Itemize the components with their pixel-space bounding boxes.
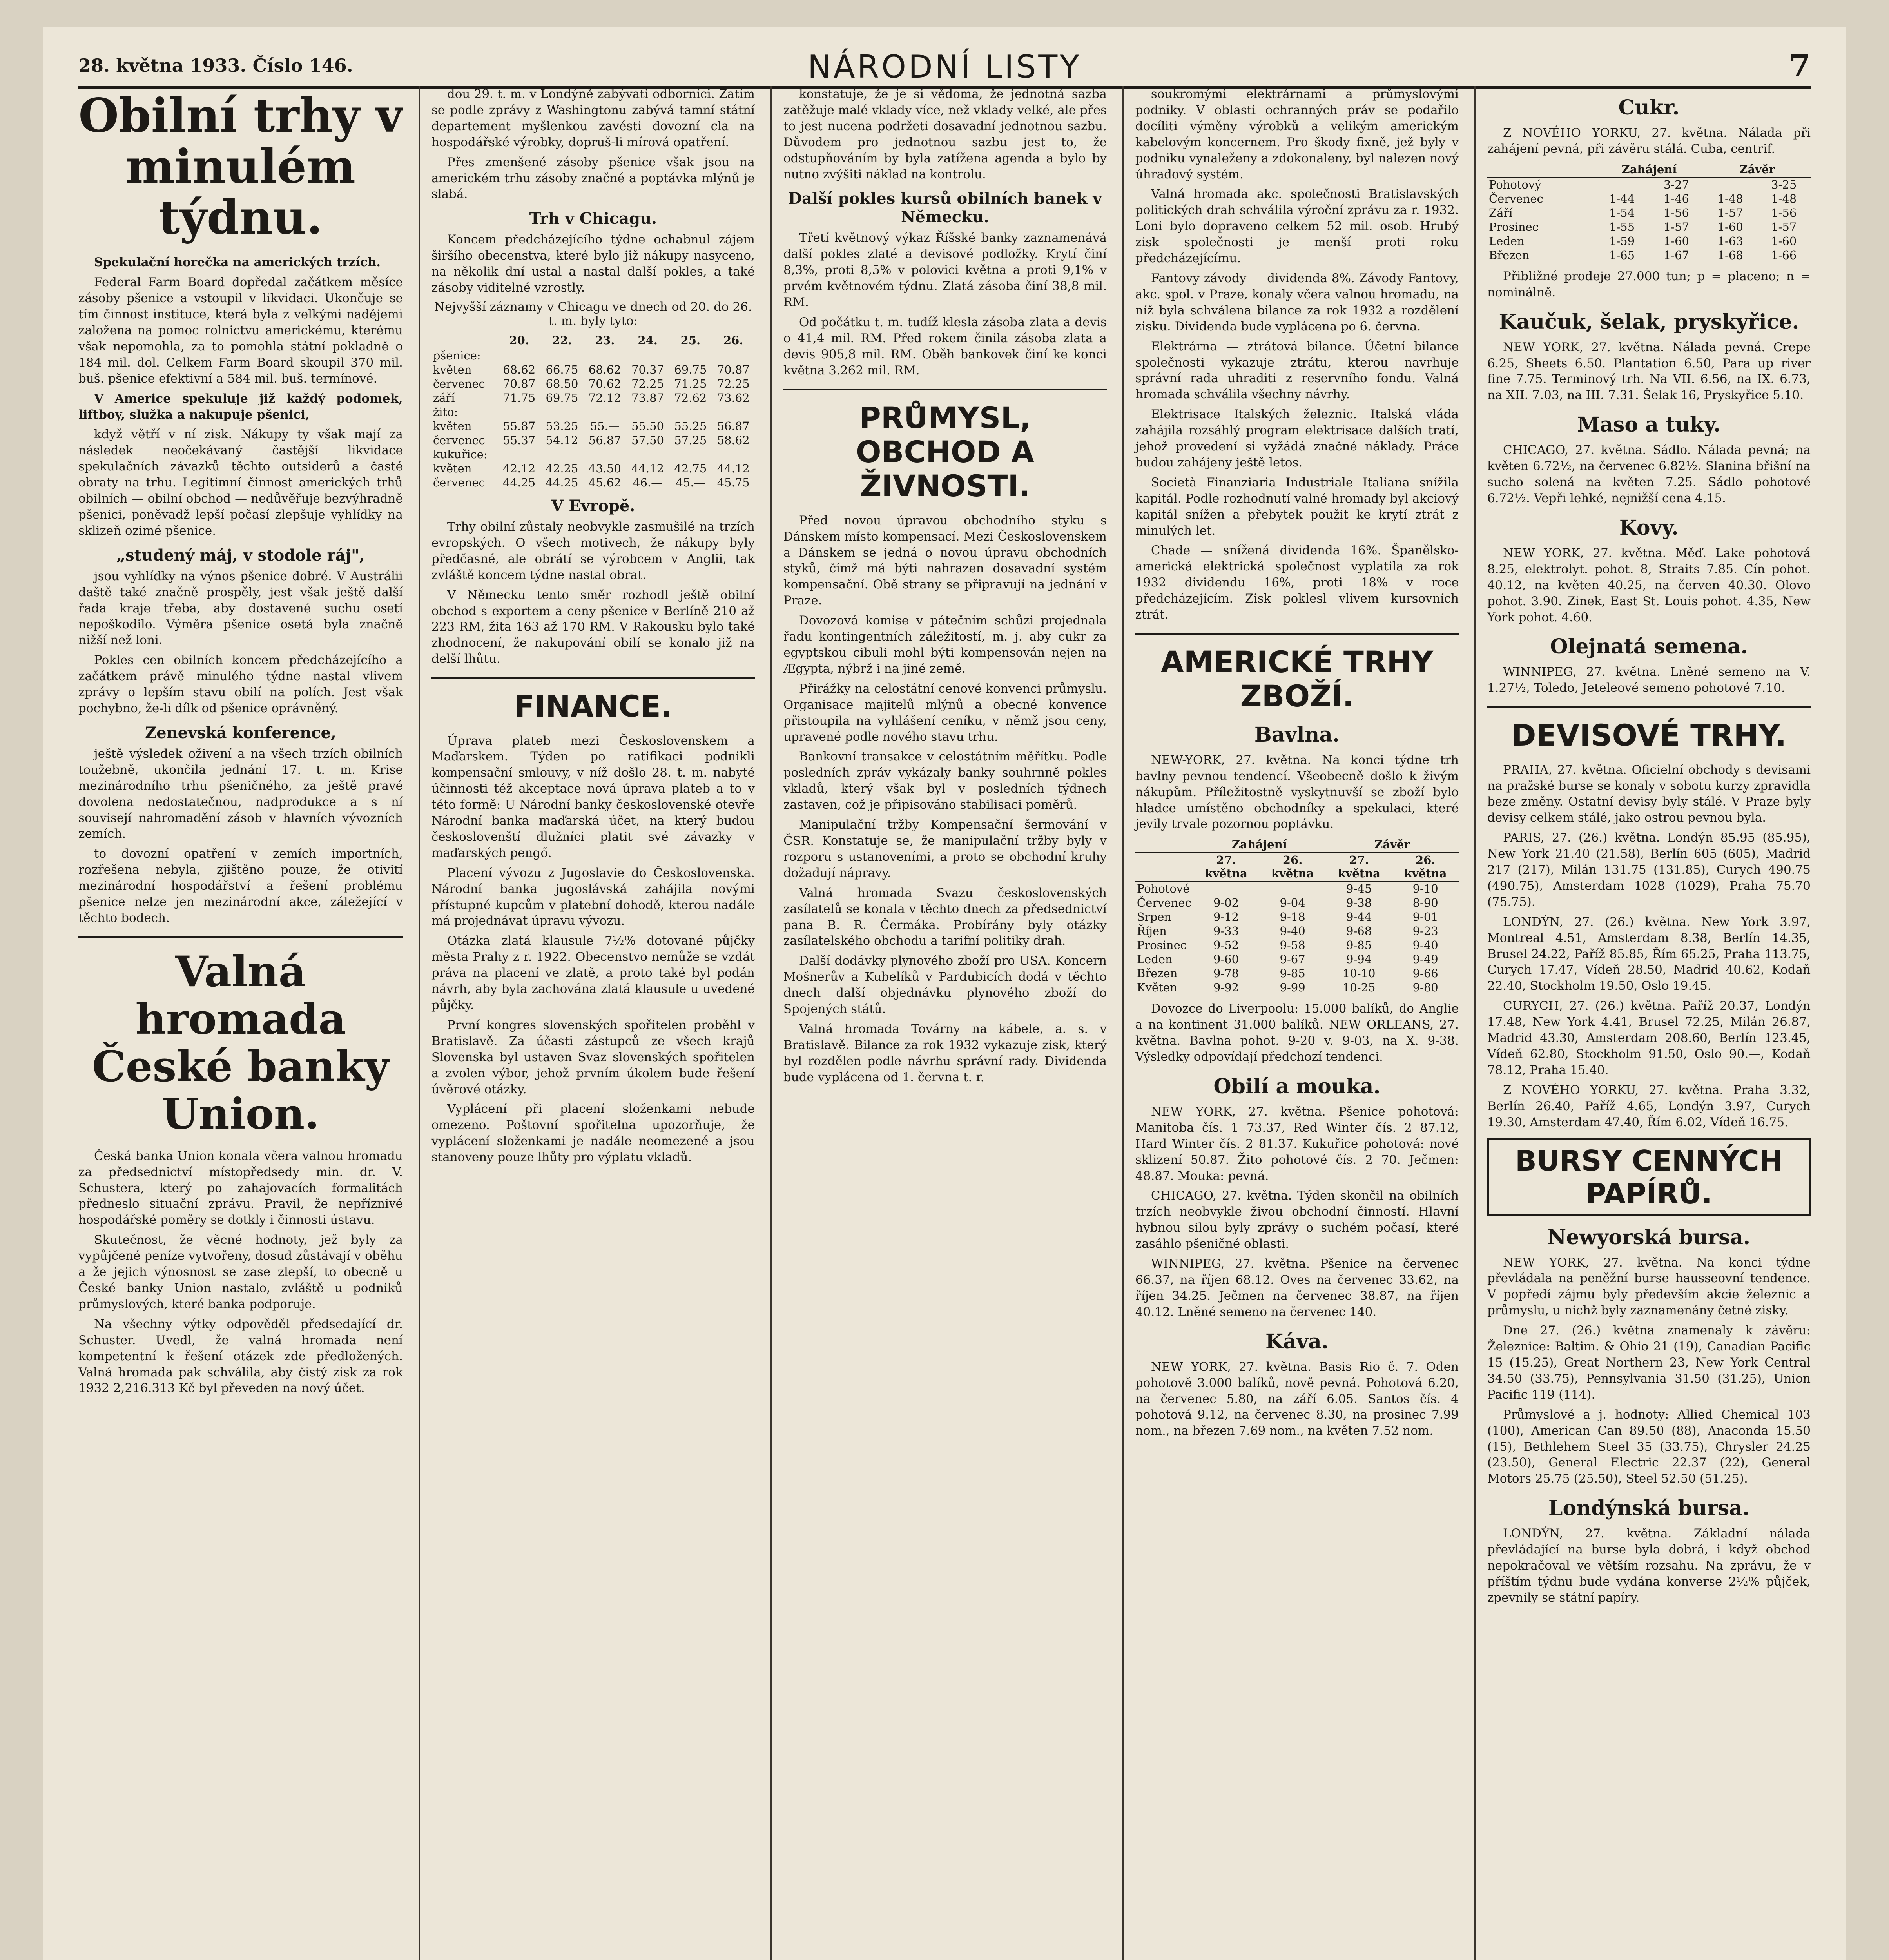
article-paragraph: dou 29. t. m. v Londýně zabývati odborníci. Zatím se podle zprávy z Washingtonu zabývá tamní státní departement myšlenkou zavésti dovozní cla na hospodářské výrobky, dopruš-li mírová opatření.: [431, 87, 755, 149]
coffee-subhead: Káva.: [1265, 1329, 1329, 1354]
divider: [1487, 706, 1811, 708]
newspaper-title: NÁRODNÍ LISTY: [807, 49, 1082, 85]
table-cell: 9-12: [1213, 910, 1239, 924]
europe-subhead: V Evropě.: [551, 496, 635, 515]
masthead: [78, 43, 1811, 89]
table-cell: 9-66: [1412, 967, 1438, 980]
table-header: 27. května: [1326, 852, 1392, 881]
article-paragraph: V Německu tento směr rozhodl ještě obilní obchod s exportem a ceny pšenice v Berlíně 210 až 223 RM, žita 163 až 170 RM. V Rakousku bylo také zhodnocení, že nakupování obilí se konalo již na delší lhůtu.: [431, 588, 755, 666]
table-cell: 1-66: [1771, 248, 1797, 262]
cotton-table: [1135, 837, 1459, 995]
table-cell: 55.87: [503, 419, 536, 433]
table-row: [1487, 206, 1811, 220]
article-paragraph: Úprava plateb mezi Československem a Maďarskem. Týden po ratifikaci podnikli kompensační smlouvy, v níž došlo 28. t. m. nabyté účinnosti též akceptace nová úprava plateb a to v této formě: U Národní banky československé otevře Národní banka maďarská účet, na který budou českoslovenští dlužníci platit své závazky v maďarských pengő.: [431, 733, 755, 860]
table-header: Závěr: [1326, 837, 1459, 852]
article-paragraph: jsou vyhlídky na výnos pšenice dobré. V Austrálii daště také značně prospěly, jest však ještě další řada kraje třeba, aby dostavené suchu osetí nepoškodilo. Výměra pšenice osetá byla značně nižší než loni.: [78, 569, 403, 648]
table-cell: 1-48: [1717, 192, 1743, 205]
table-cell: květen: [433, 363, 472, 376]
table-cell: 9-58: [1280, 938, 1305, 952]
table-row: [431, 419, 755, 433]
table-cell: 9-52: [1213, 938, 1239, 952]
table-cell: 1-60: [1663, 234, 1689, 248]
table-header-row: [431, 333, 755, 348]
table-cell: 70.37: [631, 363, 664, 376]
table-cell: 55.37: [503, 433, 536, 447]
sugar-subhead: Cukr.: [1618, 96, 1680, 120]
article-paragraph: PRAHA, 27. května. Oficielní obchody s devisami na pražské burse se konaly v sobotu kurzy zpravidla beze změny. Ostatní devisy byly stálé. V Praze byly devisy celkem stálé, jako ostrou pevnou byla.: [1487, 762, 1811, 825]
article-paragraph: Pokles cen obilních koncem předcházejícího a začátkem právě minulého týdne nastal vlivem zprávy o lepším stavu obilí na polích. Jest však pochybno, že-li dílk od pšenice oprávněný.: [78, 653, 403, 716]
table-cell: 70.62: [588, 377, 621, 390]
table-cell: červenec: [433, 377, 485, 390]
table-cell: 45.—: [676, 475, 705, 489]
table-cell: 45.75: [717, 475, 750, 489]
article-paragraph: Průmyslové a j. hodnoty: Allied Chemical 103 (100), American Can 89.50 (88), Anaconda 15.50 (15), Bethlehem Steel 35 (33.75), Chrysler 24.25 (23.50), General Electric 22.37 (22), General Motors 25.75 (25.50), Steel 52.50 (51.25).: [1487, 1407, 1811, 1486]
table-cell: [1704, 177, 1757, 192]
table-cell: 9-44: [1346, 910, 1372, 924]
table-cell: 1-56: [1771, 206, 1797, 220]
table-cell: 9-40: [1280, 924, 1305, 938]
table-header-row: [1487, 162, 1811, 177]
article-paragraph: NEW YORK, 27. května. Basis Rio č. 7. Oden pohotově 3.000 balíků, nově pevná. Pohotová 6.20, na červenec 5.80, na září 6.05. Santos čís. 4 pohotová 9.12, na červenec 8.30, na prosinec 7.99 nom., na březen 7.69 nom., na květen 7.52 nom.: [1135, 1359, 1459, 1438]
issue-date: 28. května 1933. Číslo 146.: [78, 55, 353, 76]
column-2: [419, 86, 755, 1960]
table-row: [431, 461, 755, 475]
article-paragraph: Od počátku t. m. tudíž klesla zásoba zlata a devis o 41,4 mil. RM. Před rokem činila zásoba zlata a devis 905,8 mil. RM. Oběh bankovek činí ke konci května 3.262 mil. RM.: [783, 315, 1107, 377]
table-cell: Březen: [1137, 967, 1178, 980]
article-paragraph: Dovozová komise v pátečním schůzi projednala řadu kontingentních záležitostí, m. j. aby cukr za egyptskou cibuli mohl býti kompensován nejen na Ægypta, nýbrž i na jiné země.: [783, 613, 1107, 676]
article-paragraph: Fantovy závody — dividenda 8%. Závody Fantovy, akc. spol. v Praze, konaly včera valnou hromadu, na níž byla schválena bilance za rok 1932 a rozdělení zisku. Dividenda bude vyplácena po 6. června.: [1135, 271, 1459, 334]
table-header: [1135, 852, 1193, 881]
article-paragraph: Manipulační tržby Kompensační šermování v ČSR. Konstatuje se, že manipulační tržby byly v rozporu s ustanoveními, a proto se obchodní kruhy dožadují nápravy.: [783, 818, 1107, 880]
table-cell: 55.50: [631, 419, 664, 433]
table-section-row: [431, 405, 755, 419]
article-paragraph: Na všechny výtky odpověděl předsedající dr. Schuster. Uvedl, že valná hromada není kompetentní k řešení otázek zde předložených. Valná hromada pak schválila, aby čistý zisk za rok 1932 2,216.313 Kč byl převeden na nový účet.: [78, 1317, 403, 1396]
london-exchange-subhead: Londýnská bursa.: [1548, 1496, 1750, 1521]
table-cell: 9-80: [1412, 981, 1438, 995]
table-cell: 42.12: [503, 461, 536, 475]
american-markets-head: AMERICKÉ TRHY ZBOŽÍ.: [1160, 644, 1434, 714]
column-3: [770, 86, 1107, 1960]
table-cell: [1193, 881, 1260, 896]
article-paragraph: Před novou úpravou obchodního styku s Dánskem místo kompensací. Mezi Československem a Dánskem se jedná o novou úpravu obchodních styků, čímž má býti nahrazen dosavadní systém kompensační. Obě strany se připravují na jednání v Praze.: [783, 513, 1107, 608]
table-cell: 9-85: [1280, 967, 1305, 980]
newspaper-page: [43, 27, 1846, 1960]
table-cell: 43.50: [588, 461, 621, 475]
article-paragraph: CURYCH, 27. (26.) května. Paříž 20.37, Londýn 17.48, New York 4.41, Brusel 72.25, Milán 26.87, Madrid 43.30, Amsterdam 208.60, Berlín 123.45, Vídeň 62.80, Stockholm 91.50, Oslo 90.—, Kodaň 78.12, Praha 15.40.: [1487, 999, 1811, 1077]
table-cell: květen: [433, 419, 472, 433]
column-1: [78, 86, 403, 1960]
table-header: 26. května: [1259, 852, 1326, 881]
article-paragraph: Valná hromada Svazu československých zasílatelů se konala v těchto dnech za předsednictví pana B. R. Čermáka. Probírány byly otázky zasílatelského obchodu a tarifní politiky drah.: [783, 886, 1107, 948]
article-paragraph: to dovozní opatření v zemích importních, rozřešena nebyla, zjištěno pouze, že otivití mezinárodní hospodářství a řešení problému pšenice nelze jen mezinárodní akce, záležející v těchto bodech.: [78, 847, 403, 926]
table-cell: 9-18: [1280, 910, 1305, 924]
table-row: [431, 475, 755, 490]
article-paragraph: Società Finanziaria Industriale Italiana snížila kapitál. Podle rozhodnutí valné hromady byl akciový kapitál snížen a přebytek použit ke krytí ztrát z minulých let.: [1135, 475, 1459, 538]
article-paragraph: CHICAGO, 27. května. Sádlo. Nálada pevná; na květen 6.72½, na červenec 6.82½. Slanina břišní na sucho solená na květen 7.25. Sádlo pohotové 6.72½. Vepři lehké, nejnižší cena 4.15.: [1487, 443, 1811, 505]
divider: [1135, 633, 1459, 635]
table-cell: 72.25: [631, 377, 664, 390]
article-paragraph: NEW YORK, 27. května. Pšenice pohotová: Manitoba čís. 1 73.37, Red Winter čís. 2 87.12, Hard Winter čís. 2 81.37. Kukuřice pohotová: nové sklizení 50.87. Žito pohotové čís. 2 70. Ječmen: 48.87. Mouka: pevná.: [1135, 1104, 1459, 1183]
table-row: [1487, 248, 1811, 262]
table-cell: 66.75: [546, 363, 578, 376]
table-section-row: [431, 348, 755, 363]
article-paragraph: Federal Farm Board dopředal začátkem měsíce zásoby pšenice a vstoupil v likvidaci. Ukončuje se tím činnost instituce, která byla z velkými nadějemi založena na pomoc rolnictvu americkému, kterému však nepomohla, za to pomohla státní pokladně o 184 mil. dol. Celkem Farm Board skoupil 370 mil. buš. pšenice efektivní a 584 mil. buš. termínové.: [78, 275, 403, 386]
article-paragraph: CHICAGO, 27. května. Týden skončil na obilních trzích neobvykle živou obchodní činností. Hlavní hybnou silou byly zprávy o suchém počasí, které zasáhlo pšeničné oblasti.: [1135, 1189, 1459, 1251]
table-cell: 54.12: [546, 433, 578, 447]
table-cell: 9-68: [1346, 924, 1372, 938]
table-cell: 9-78: [1213, 967, 1239, 980]
grain-markets-headline: Obilní trhy v minulém týdnu.: [78, 88, 403, 245]
table-cell: 46.—: [633, 475, 663, 489]
table-cell: 9-10: [1412, 882, 1438, 896]
table-cell: červenec: [433, 475, 485, 489]
table-cell: 1-59: [1609, 234, 1635, 248]
page-number: 7: [1789, 47, 1811, 84]
table-cell: [1595, 177, 1649, 192]
table-header-row: [1135, 837, 1459, 852]
table-cell: [1259, 881, 1326, 896]
table-cell: Leden: [1488, 234, 1525, 248]
table-row: [431, 391, 755, 405]
meat-subhead: Maso a tuky.: [1577, 413, 1721, 437]
table-header: 23.: [584, 333, 626, 348]
table-cell: 56.87: [717, 419, 750, 433]
table-cell: 3-27: [1663, 178, 1689, 191]
table-cell: 9-40: [1412, 938, 1438, 952]
table-cell: Březen: [1488, 248, 1530, 262]
table-header: 22.: [540, 333, 583, 348]
article-paragraph: Bankovní transakce v celostátním měřítku. Podle posledních zpráv vykázaly banky souhrnně pokles vkladů, který však byl v posledních týdnech zastaven, což je připisováno stabilisaci poměrů.: [783, 750, 1107, 812]
table-cell: 57.50: [631, 433, 664, 447]
article-paragraph: Trhy obilní zůstaly neobvykle zasmušilé na trzích evropských. O všech motivech, že nákupy byly předčasné, ale obrátí se výrobcem v Anglii, tak zvláště koncem týdne nastal obrat.: [431, 519, 755, 582]
table-cell: 44.25: [503, 475, 536, 489]
table-row: [431, 377, 755, 391]
metals-subhead: Kovy.: [1619, 515, 1679, 540]
article-paragraph: WINNIPEG, 27. května. Pšenice na červenec 66.37, na říjen 68.12. Oves na červenec 33.62, na říjen 34.25. Ječmen na červenec 38.87, na říjen 40.12. Lněné semeno na červenec 140.: [1135, 1257, 1459, 1319]
table-cell: 42.25: [546, 461, 578, 475]
grain-subhead: Obilí a mouka.: [1213, 1074, 1381, 1098]
table-cell: 9-67: [1280, 953, 1305, 966]
table-cell: 1-57: [1663, 220, 1689, 234]
columns: [78, 86, 1811, 1960]
table-row: [1487, 192, 1811, 206]
table-header: 26. května: [1392, 852, 1459, 881]
article-paragraph: Z NOVÉHO YORKU, 27. května. Nálada při zahájení pevná, při závěru stálá. Cuba, centrif.: [1487, 126, 1811, 156]
table-cell: 55.—: [590, 419, 620, 433]
table-cell: 57.25: [674, 433, 707, 447]
table-cell: 3-25: [1771, 178, 1797, 191]
table-cell: 1-63: [1717, 234, 1743, 248]
table-cell: červenec: [433, 433, 485, 447]
article-paragraph: Skutečnost, že věcné hodnoty, jež byly za vypůjčené peníze vytvořeny, dosud zůstávají v oběhu a že jejich výnosnost se zase zlepší, to obecně u České banky Union nastalo, zvláště u podniků průmyslových, které banka podporuje.: [78, 1233, 403, 1311]
table-cell: 56.87: [588, 433, 621, 447]
article-paragraph: NEW YORK, 27. května. Na konci týdne převládala na peněžní burse hausseovní tendence. V popředí zájmu byly především akcie železnic a průmyslu, u nichž byly zaznamenány četné zisky.: [1487, 1255, 1811, 1318]
lead-bold: V Americe spekuluje již každý podomek, liftboy, služka a nakupuje pšenici,: [78, 391, 403, 422]
table-row: [1135, 881, 1459, 896]
article-paragraph: Česká banka Union konala včera valnou hromadu za předsednictví místopředsedy min. dr. V. Schustera, který po zahajovacích formalitách předneslo situační zprávu. Pravil, že nepříznivé hospodářské poměry se dotkly i činnosti ústavu.: [78, 1149, 403, 1227]
stock-section-head: BURSY CENNÝCH PAPÍRŮ.: [1487, 1138, 1811, 1216]
oilseed-subhead: Olejnatá semena.: [1550, 635, 1748, 659]
table-row: [431, 363, 755, 377]
table-cell: 9-04: [1280, 896, 1305, 910]
table-cell: květen: [433, 461, 472, 475]
table-cell: Leden: [1137, 953, 1173, 966]
table-cell: 44.25: [546, 475, 578, 489]
table-cell: 9-38: [1346, 896, 1372, 910]
table-cell: 1-57: [1771, 220, 1797, 234]
article-paragraph: První kongres slovenských spořitelen proběhl v Bratislavě. Za účasti zástupců ze všech krajů Slovenska byl ustaven Svaz slovenských spořitelen a zvolen výbor, jehož prvním úkolem bude řešení úvěrové otázky.: [431, 1018, 755, 1096]
table-cell: 9-01: [1412, 910, 1438, 924]
table-caption: Nejvyšší záznamy v Chicagu ve dnech od 20. do 26. t. m. byly tyto:: [434, 299, 752, 328]
article-paragraph: ještě výsledek oživení a na všech trzích obilních toužebně, ukončila jednání 17. t. m. Krise mezinárodního trhu pšeničného, za ještě pravé dovolena nedostatečnou, nadprodukce a s ní souvisejí nahromadění zásob v hlavních vývozních zemích.: [78, 746, 403, 841]
article-paragraph: WINNIPEG, 27. května. Lněné semeno na V. 1.27½, Toledo, Jeteleové semeno pohotové 7.10.: [1487, 665, 1811, 695]
table-cell: 1-46: [1663, 192, 1689, 205]
article-paragraph: NEW YORK, 27. května. Měď. Lake pohotová 8.25, elektrolyt. pohot. 8, Straits 7.85. Cín pohot. 40.12, na květen 40.25, na červen 40.30. Olovo pohot. 3.90. Zinek, East St. Louis pohot. 4.35, New York pohot. 4.60.: [1487, 546, 1811, 624]
divider: [78, 936, 403, 938]
table-section-label: pšenice:: [433, 348, 481, 362]
table-cell: 73.62: [717, 391, 750, 405]
table-cell: 1-60: [1771, 234, 1797, 248]
table-cell: 1-65: [1609, 248, 1635, 262]
table-cell: 1-57: [1717, 206, 1743, 220]
article-paragraph: Koncem předcházejícího týdne ochabnul zájem širšího obecenstva, které bylo již nákupy nasyceno, na několik dní ustal a nastal další pokles, a také zásoby viditelné vzrostly.: [431, 232, 755, 295]
table-section-label: kukuřice:: [433, 447, 488, 461]
table-cell: 10-25: [1342, 981, 1376, 995]
table-header-row: [1135, 852, 1459, 881]
article-paragraph: Z NOVÉHO YORKU, 27. května. Praha 3.32, Berlín 26.40, Paříž 4.65, Londýn 3.97, Curych 19.30, Amsterdam 47.40, Řím 6.02, Vídeň 16.75.: [1487, 1083, 1811, 1129]
article-paragraph: Dovozce do Liverpoolu: 15.000 balíků, do Anglie a na kontinent 31.000 balíků. NEW ORLEANS, 27. května. Bavlna pohot. 9-20 v. 9-03, na X. 9-38. Výsledky odpovídají předchozí tendenci.: [1135, 1002, 1459, 1064]
article-paragraph: PARIS, 27. (26.) května. Londýn 85.95 (85.95), New York 21.40 (21.58), Berlín 605 (605), Madrid 217 (217), Milán 131.75 (131.85), Curych 490.75 (490.75), Amsterdam 1028 (1029), Praha 75.70 (75.75).: [1487, 831, 1811, 909]
table-section-label: žito:: [433, 405, 458, 419]
table-cell: 9-94: [1346, 953, 1372, 966]
table-cell: 1-68: [1717, 248, 1743, 262]
article-paragraph: Placení vývozu z Jugoslavie do Československa. Národní banka jugoslávská zahájila novými přístupné kupcům v platební dohodě, kterou nadále má projednávat úpravu vývozu.: [431, 866, 755, 928]
table-row: [1487, 177, 1811, 192]
table-row: [1135, 952, 1459, 966]
table-cell: Červenec: [1488, 192, 1543, 205]
table-cell: 68.62: [503, 363, 536, 376]
table-cell: 10-10: [1342, 967, 1376, 980]
column-5: [1474, 86, 1811, 1960]
table-cell: 72.25: [717, 377, 750, 390]
article-paragraph: když větří v ní zisk. Nákupy ty však mají za následek neočekávaný častější likvidace spekulačních závazků těchto outsiderů a časté obraty na trhu. Legitimní činnost amerických trhů obilních — obilní obchod — nedůvěřuje bezvýhradně pšenici, poněvadž lepší počasí zlepšuje vyhlídky na sklizeň ozimé pšenice.: [78, 427, 403, 538]
article-paragraph: Chade — snížená dividenda 16%. Španělsko-americká elektrická společnost vyplatila za rok 1932 dividendu 16%, proti 18% v roce předcházejícím. Zisk poklesl vlivem kursovních ztrát.: [1135, 543, 1459, 622]
table-cell: 73.87: [631, 391, 664, 405]
article-paragraph: Valná hromada Továrny na kábele, a. s. v Bratislavě. Bilance za rok 1932 vykazuje zisk, který byl rozdělen podle návrhu správní rady. Dividenda bude vyplácena od 1. června t. r.: [783, 1022, 1107, 1084]
table-cell: 9-92: [1213, 981, 1239, 995]
article-paragraph: Otázka zlatá klausule 7½% dotované půjčky města Prahy z r. 1922. Obecenstvo nemůže se vzdát práva na placení ve zlatě, a proto také byl podán návrh, aby byla zachována zlatá klausule u uvedené půjčky.: [431, 934, 755, 1013]
table-cell: 71.25: [674, 377, 707, 390]
table-cell: 71.75: [503, 391, 536, 405]
article-paragraph: Přes zmenšené zásoby pšenice však jsou na americkém trhu zásoby značné a poptávka mlýnů je slabá.: [431, 155, 755, 201]
table-cell: 1-60: [1717, 220, 1743, 234]
table-header: Zahájení: [1595, 162, 1704, 177]
article-paragraph: Třetí květnový výkaz Říšské banky zaznamenává další pokles zlaté a devisové podložky. Krytí činí 8,3%, proti 8,5% v polovici května a proti 9,1% v prvém květnovém týdnu. Zlatá zásoba činí 38,8 mil. RM.: [783, 231, 1107, 310]
industry-section-head: PRŮMYSL, OBCHOD A ŽIVNOSTI.: [856, 400, 1034, 504]
conference-subhead: Zenevská konference,: [145, 723, 336, 742]
table-cell: 1-55: [1609, 220, 1635, 234]
table-cell: 72.12: [588, 391, 621, 405]
table-row: [1135, 966, 1459, 980]
table-cell: Říjen: [1137, 924, 1167, 938]
table-header: 20.: [498, 333, 540, 348]
table-cell: 9-23: [1412, 924, 1438, 938]
article-paragraph: Přirážky na celostátní cenové konvenci průmyslu. Organisace majitelů mlýnů a obecné konvence přistoupila na vyhlášení ceníku, v němž jsou ceny, upravené podle nového stavu trhu.: [783, 681, 1107, 744]
table-row: [1135, 980, 1459, 995]
table-note: Přibližné prodeje 27.000 tun; p = placeno; n = nominálně.: [1487, 269, 1811, 299]
sugar-table: [1487, 162, 1811, 262]
table-cell: Září: [1488, 206, 1513, 220]
article-paragraph: Elektrisace Italských železnic. Italská vláda zahájila rozsáhlý program elektrisace dalších tratí, jehož provedení si vyžádá značné náklady. Práce budou zahájeny ještě letos.: [1135, 407, 1459, 470]
table-header: 27. května: [1193, 852, 1260, 881]
table-header: Závěr: [1704, 162, 1811, 177]
table-cell: 9-33: [1213, 924, 1239, 938]
table-cell: Pohotový: [1488, 178, 1541, 191]
table-cell: září: [433, 391, 455, 405]
table-cell: 44.12: [717, 461, 750, 475]
table-row: [431, 433, 755, 447]
table-header: 24.: [626, 333, 669, 348]
table-cell: 58.62: [717, 433, 750, 447]
table-cell: 69.75: [546, 391, 578, 405]
table-cell: 55.25: [674, 419, 707, 433]
table-row: [1487, 220, 1811, 234]
table-row: [1487, 234, 1811, 248]
article-paragraph: Vyplácení při placení složenkami nebude omezeno. Poštovní spořitelna upozorňuje, že vyplácení složenkami je nadále neomezené a jsou stanoveny pouze lhůty pro výplatu vkladů.: [431, 1102, 755, 1165]
article-paragraph: Valná hromada akc. společnosti Bratislavských politických drah schválila výroční zprávu za r. 1932. Loni bylo dopraveno celkem 52 mil. osob. Hrubý zisk společnosti je menší proti roku předcházejícímu.: [1135, 187, 1459, 266]
table-cell: 70.87: [717, 363, 750, 376]
chicago-subhead: Trh v Chicagu.: [529, 209, 657, 228]
table-header: Zahájení: [1193, 837, 1326, 852]
lead-bold: Spekulační horečka na amerických trzích.: [94, 255, 381, 270]
meeting-headline: Valná hromada České banky Union.: [92, 947, 390, 1139]
article-paragraph: Dne 27. (26.) května znamenaly k závěru: Železnice: Baltim. & Ohio 21 (19), Canadian Pacific 15 (15.25), Great Northern 23, New York Central 34.50 (33.75), Pennsylvania 31.50 (31.25), Union Pacific 119 (114).: [1487, 1323, 1811, 1402]
table-cell: Srpen: [1137, 910, 1172, 924]
finance-section-head: FINANCE.: [514, 689, 672, 724]
table-cell: 72.62: [674, 391, 707, 405]
article-paragraph: NEW-YORK, 27. května. Na konci týdne trh bavlny pevnou tendencí. Všeobecně došlo k živým nákupům. Příležitostně vyskytnuvší se zboží bylo hladce umístěno obchodníky a spekulaci, které jevily trvale pozornou poptávku.: [1135, 753, 1459, 831]
table-cell: 1-44: [1609, 192, 1635, 205]
table-cell: 45.62: [588, 475, 621, 489]
article-paragraph: LONDÝN, 27. (26.) května. New York 3.97, Montreal 4.51, Amsterdam 8.38, Berlín 14.35, Brusel 24.22, Paříž 85.85, Řím 65.25, Praha 113.75, Curych 17.47, Vídeň 28.50, Madrid 40.62, Kodaň 22.40, Stockholm 19.50, Oslo 19.45.: [1487, 915, 1811, 993]
table-cell: 69.75: [674, 363, 707, 376]
table-cell: 68.50: [546, 377, 578, 390]
table-cell: Prosinec: [1488, 220, 1539, 234]
table-row: [1135, 896, 1459, 910]
cotton-subhead: Bavlna.: [1254, 722, 1340, 747]
article-paragraph: LONDÝN, 27. května. Základní nálada převládající na burse byla dobrá, i když obchod nepokračoval ve větším rozsahu. Na zprávu, že v příštím týdnu bude vydána konverse 2½% půjček, zpevnily se státní papíry.: [1487, 1526, 1811, 1605]
table-header: 26.: [712, 333, 755, 348]
table-cell: 1-56: [1663, 206, 1689, 220]
table-cell: 70.87: [503, 377, 536, 390]
table-row: [1135, 924, 1459, 938]
table-section-row: [431, 447, 755, 461]
table-cell: 9-02: [1213, 896, 1239, 910]
table-cell: 9-49: [1412, 953, 1438, 966]
rubber-subhead: Kaučuk, šelak, pryskyřice.: [1499, 310, 1799, 334]
fx-section-head: DEVISOVÉ TRHY.: [1511, 718, 1787, 753]
divider: [431, 677, 755, 679]
table-header: [1487, 162, 1595, 177]
table-cell: 9-85: [1346, 938, 1372, 952]
table-cell: 53.25: [546, 419, 578, 433]
table-cell: 68.62: [588, 363, 621, 376]
table-cell: 1-48: [1771, 192, 1797, 205]
table-cell: 1-54: [1609, 206, 1635, 220]
table-cell: 1-67: [1663, 248, 1689, 262]
article-paragraph: Elektrárna — ztrátová bilance. Účetní bilance společnosti vykazuje ztrátu, kterou navrhuje správní rada uhraditi z reservního fondu. Valná hromada schválila všechny návrhy.: [1135, 339, 1459, 402]
table-cell: 42.75: [674, 461, 707, 475]
table-cell: Květen: [1137, 981, 1177, 995]
table-cell: Pohotové: [1137, 882, 1190, 896]
divider: [783, 389, 1107, 390]
table-header: [1135, 837, 1193, 852]
table-cell: 9-45: [1346, 882, 1372, 896]
table-row: [1135, 910, 1459, 924]
table-cell: Červenec: [1137, 896, 1191, 910]
column-4: [1122, 86, 1459, 1960]
table-cell: 9-99: [1280, 981, 1305, 995]
table-cell: Prosinec: [1137, 938, 1187, 952]
article-paragraph: konstatuje, že je si vědoma, že jednotná sazba zatěžuje malé vklady více, než vklady velké, ale přes to jest nucena podržeti dosavadní jednotnou sazbu. Důvodem pro jednotnou sazbu jest to, že odstupňováním by byla zatížena agenda a bylo by nutno zvýšiti náklad na kontrolu.: [783, 87, 1107, 181]
table-header: 25.: [669, 333, 712, 348]
quote-subhead: „studený máj, v stodole ráj",: [116, 546, 365, 564]
table-header: [431, 333, 498, 348]
ny-exchange-subhead: Newyorská bursa.: [1547, 1225, 1751, 1249]
article-paragraph: soukromými elektrárnami a průmyslovými podniky. V oblasti ochranných práv se podařilo docíliti výměny výrobků a velikým americkým kabelovým koncernem. Pro škody fixně, jež byly v podniku vynaleženy a zdokonaleny, byl nalezen nový úhradový systém.: [1135, 87, 1459, 181]
chicago-price-table: [431, 333, 755, 490]
article-lead: [78, 391, 403, 423]
table-cell: 9-60: [1213, 953, 1239, 966]
article-lead: [78, 254, 403, 270]
table-cell: 8-90: [1412, 896, 1438, 910]
article-paragraph: NEW YORK, 27. května. Nálada pevná. Crepe 6.25, Sheets 6.50. Plantation 6.50, Para up river fine 7.75. Terminový trh. Na VII. 6.56, na IX. 6.73, na XII. 7.03, na III. 7.31. Šelak 16, Pryskyřice 5.10.: [1487, 340, 1811, 403]
reichsbank-subhead: Další pokles kursů obilních banek v Německu.: [788, 189, 1102, 227]
table-cell: 44.12: [631, 461, 664, 475]
table-row: [1135, 938, 1459, 952]
article-paragraph: Další dodávky plynového zboží pro USA. Koncern Mošnerův a Kubelíků v Pardubicích dodá v těchto dnech další objednávku plynového zboží do Spojených států.: [783, 954, 1107, 1016]
